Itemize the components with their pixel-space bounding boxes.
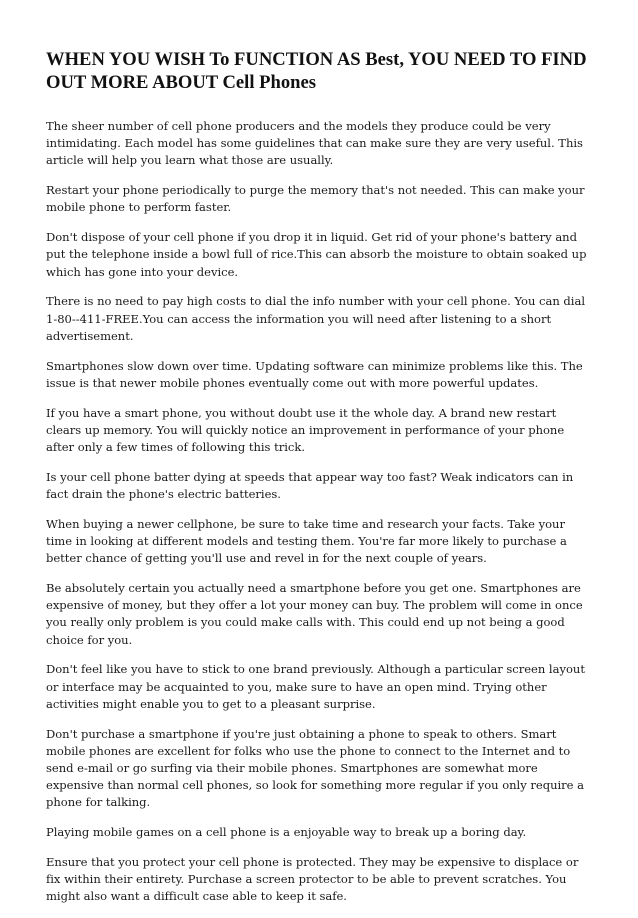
paragraph: If you have a smart phone, you without doubt use it the whole day. A brand new restart clears up memory. You will quickly notice an improvement in performance of your phone after only a few times of following this trick.: [46, 405, 565, 455]
paragraph: Smartphones slow down over time. Updating software can minimize problems like this. The issue is that newer mobile phones eventually come out with more powerful updates.: [46, 358, 583, 390]
paragraph: Playing mobile games on a cell phone is a enjoyable way to break up a boring day.: [46, 825, 527, 840]
document-title: WHEN YOU WISH To FUNCTION AS Best, YOU NEED TO FIND OUT MORE ABOUT Cell Phones: [46, 49, 587, 93]
paragraph: Don't dispose of your cell phone if you drop it in liquid. Get rid of your phone's battery and put the telephone inside a bowl full of rice.This can absorb the moisture to obtain soaked up which has gone into your device.: [46, 230, 587, 279]
paragraph: Ensure that you protect your cell phone is protected. They may be expensive to displace or fix within their entirety. Purchase a screen protector to be able to prevent scratches. You might also want a difficult case able to keep it safe.: [46, 855, 579, 904]
paragraph: Be absolutely certain you actually need a smartphone before you get one. Smartphones are expensive of money, but they offer a lot your money can buy. The problem will come in once you really only problem is you could make calls with. This could end up not being a good choice for you.: [46, 581, 583, 647]
paragraph: Don't feel like you have to stick to one brand previously. Although a particular screen layout or interface may be acquainted to you, make sure to have an open mind. Trying other activities might enable you to get to a pleasant surprise.: [46, 662, 585, 711]
paragraph: The sheer number of cell phone producers and the models they produce could be very intimidating. Each model has some guidelines that can make sure they are very useful. This article will help you learn what those are usually.: [46, 119, 583, 168]
paragraph: When buying a newer cellphone, be sure to take time and research your facts. Take your time in looking at different models and testing them. You're far more likely to purchase a better chance of getting you'll use and revel in for the next couple of years.: [46, 516, 567, 566]
paragraph: Restart your phone periodically to purge the memory that's not needed. This can make your mobile phone to perform faster.: [46, 183, 585, 215]
paragraph: Don't purchase a smartphone if you're just obtaining a phone to speak to others. Smart mobile phones are excellent for folks who use the phone to connect to the Internet and to send e-mail or go surfing via their mobile phones. Smartphones are somewhat more expensive than normal cell phones, so look for something more regular if you only require a phone for talking.: [46, 726, 584, 810]
document-body: [46, 118, 594, 906]
paragraph: Is your cell phone batter dying at speeds that appear way too fast? Weak indicators can in fact drain the phone's electric batteries.: [46, 469, 574, 502]
paragraph: There is no need to pay high costs to dial the info number with your cell phone. You can dial 1-80--411-FREE.You can access the information you will need after listening to a short advertisement.: [46, 294, 586, 343]
document-page: [46, 48, 594, 918]
